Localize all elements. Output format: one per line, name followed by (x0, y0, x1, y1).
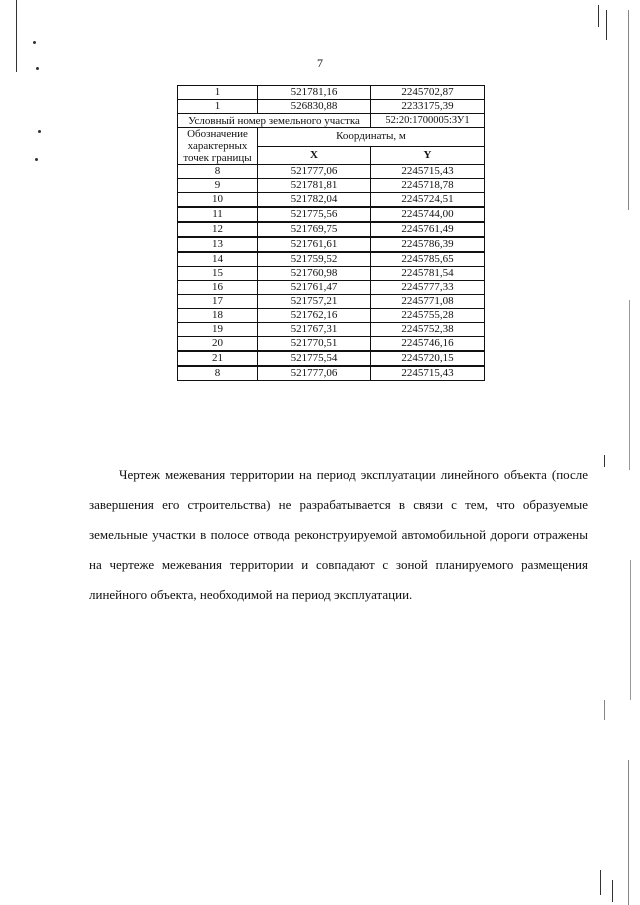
x-cell: 521770,51 (258, 337, 371, 352)
table-row (178, 281, 485, 295)
y-cell: 2245715,43 (371, 165, 485, 179)
header-coordinates: Координаты, м (258, 128, 485, 147)
scan-edge-mark (606, 10, 607, 40)
x-cell: 521767,31 (258, 323, 371, 337)
parcel-number-label: Условный номер земельного участка (178, 114, 371, 128)
x-cell: 521769,75 (258, 222, 371, 237)
x-cell: 521759,52 (258, 252, 371, 267)
header-y: Y (371, 146, 485, 165)
y-cell: 2245718,78 (371, 179, 485, 193)
x-cell: 521761,61 (258, 237, 371, 252)
x-cell: 521760,98 (258, 267, 371, 281)
table-row (178, 252, 485, 267)
table-row (178, 179, 485, 193)
point-cell: 10 (178, 193, 258, 208)
point-cell: 9 (178, 179, 258, 193)
x-cell: 521781,16 (258, 86, 371, 100)
scan-dot (33, 41, 36, 44)
point-cell: 1 (178, 86, 258, 100)
y-cell: 2245777,33 (371, 281, 485, 295)
x-cell: 521775,56 (258, 207, 371, 222)
x-cell: 521761,47 (258, 281, 371, 295)
x-cell: 521777,06 (258, 366, 371, 381)
table-header-row (178, 128, 485, 147)
scan-edge-mark (600, 870, 601, 895)
x-cell: 521757,21 (258, 295, 371, 309)
point-cell: 19 (178, 323, 258, 337)
point-cell: 8 (178, 165, 258, 179)
y-cell: 2245785,65 (371, 252, 485, 267)
coordinates-table (177, 85, 485, 381)
table-row (178, 165, 485, 179)
scan-edge-mark (598, 5, 599, 27)
y-cell: 2245786,39 (371, 237, 485, 252)
point-cell: 15 (178, 267, 258, 281)
y-cell: 2245752,38 (371, 323, 485, 337)
x-cell: 521777,06 (258, 165, 371, 179)
point-cell: 16 (178, 281, 258, 295)
point-cell: 8 (178, 366, 258, 381)
scan-edge-mark (628, 760, 629, 905)
y-cell: 2245755,28 (371, 309, 485, 323)
y-cell: 2245761,49 (371, 222, 485, 237)
point-cell: 21 (178, 351, 258, 366)
y-cell: 2245746,16 (371, 337, 485, 352)
table-row (178, 86, 485, 100)
table-row (178, 323, 485, 337)
y-cell: 2245781,54 (371, 267, 485, 281)
x-cell: 521775,54 (258, 351, 371, 366)
point-cell: 17 (178, 295, 258, 309)
table-row (178, 237, 485, 252)
table-row (178, 295, 485, 309)
point-cell: 14 (178, 252, 258, 267)
scan-edge-mark (16, 0, 17, 72)
point-cell: 1 (178, 100, 258, 114)
table-row (178, 337, 485, 352)
y-cell: 2245720,15 (371, 351, 485, 366)
table-row (178, 207, 485, 222)
table-row (178, 267, 485, 281)
point-cell: 18 (178, 309, 258, 323)
header-x: X (258, 146, 371, 165)
scan-dot (36, 67, 39, 70)
point-cell: 12 (178, 222, 258, 237)
table-row (178, 366, 485, 381)
y-cell: 2245771,08 (371, 295, 485, 309)
parcel-number-value: 52:20:1700005:ЗУ1 (371, 114, 485, 128)
scan-edge-mark (604, 455, 605, 467)
table-row (178, 193, 485, 208)
scan-edge-mark (630, 560, 631, 700)
scan-edge-mark (604, 700, 605, 720)
y-cell: 2245715,43 (371, 366, 485, 381)
scan-edge-mark (612, 880, 613, 902)
y-cell: 2245702,87 (371, 86, 485, 100)
table-row (178, 222, 485, 237)
x-cell: 521781,81 (258, 179, 371, 193)
table-row (178, 309, 485, 323)
scan-edge-mark (629, 300, 630, 470)
parcel-row (178, 114, 485, 128)
y-cell: 2233175,39 (371, 100, 485, 114)
header-point-designation: Обозначение характерных точек границы (178, 128, 258, 165)
x-cell: 526830,88 (258, 100, 371, 114)
table-row (178, 351, 485, 366)
point-cell: 11 (178, 207, 258, 222)
page-number: 7 (317, 56, 323, 70)
scan-dot (35, 158, 38, 161)
x-cell: 521762,16 (258, 309, 371, 323)
point-cell: 13 (178, 237, 258, 252)
scan-edge-mark (628, 10, 629, 210)
body-paragraph: Чертеж межевания территории на период эксплуатации линейного объекта (после завершения его строительства) не разрабатывается в связи с тем, что образуемые земельные участки в полосе отвода реконструируемой автомобильной дороги отражены на чертеже межевания территории и совпадают с зоной планируемого размещения линейного объекта, необходимой на период эксплуатации. (89, 467, 588, 602)
x-cell: 521782,04 (258, 193, 371, 208)
table-row (178, 100, 485, 114)
point-cell: 20 (178, 337, 258, 352)
scan-dot (38, 130, 41, 133)
y-cell: 2245744,00 (371, 207, 485, 222)
y-cell: 2245724,51 (371, 193, 485, 208)
